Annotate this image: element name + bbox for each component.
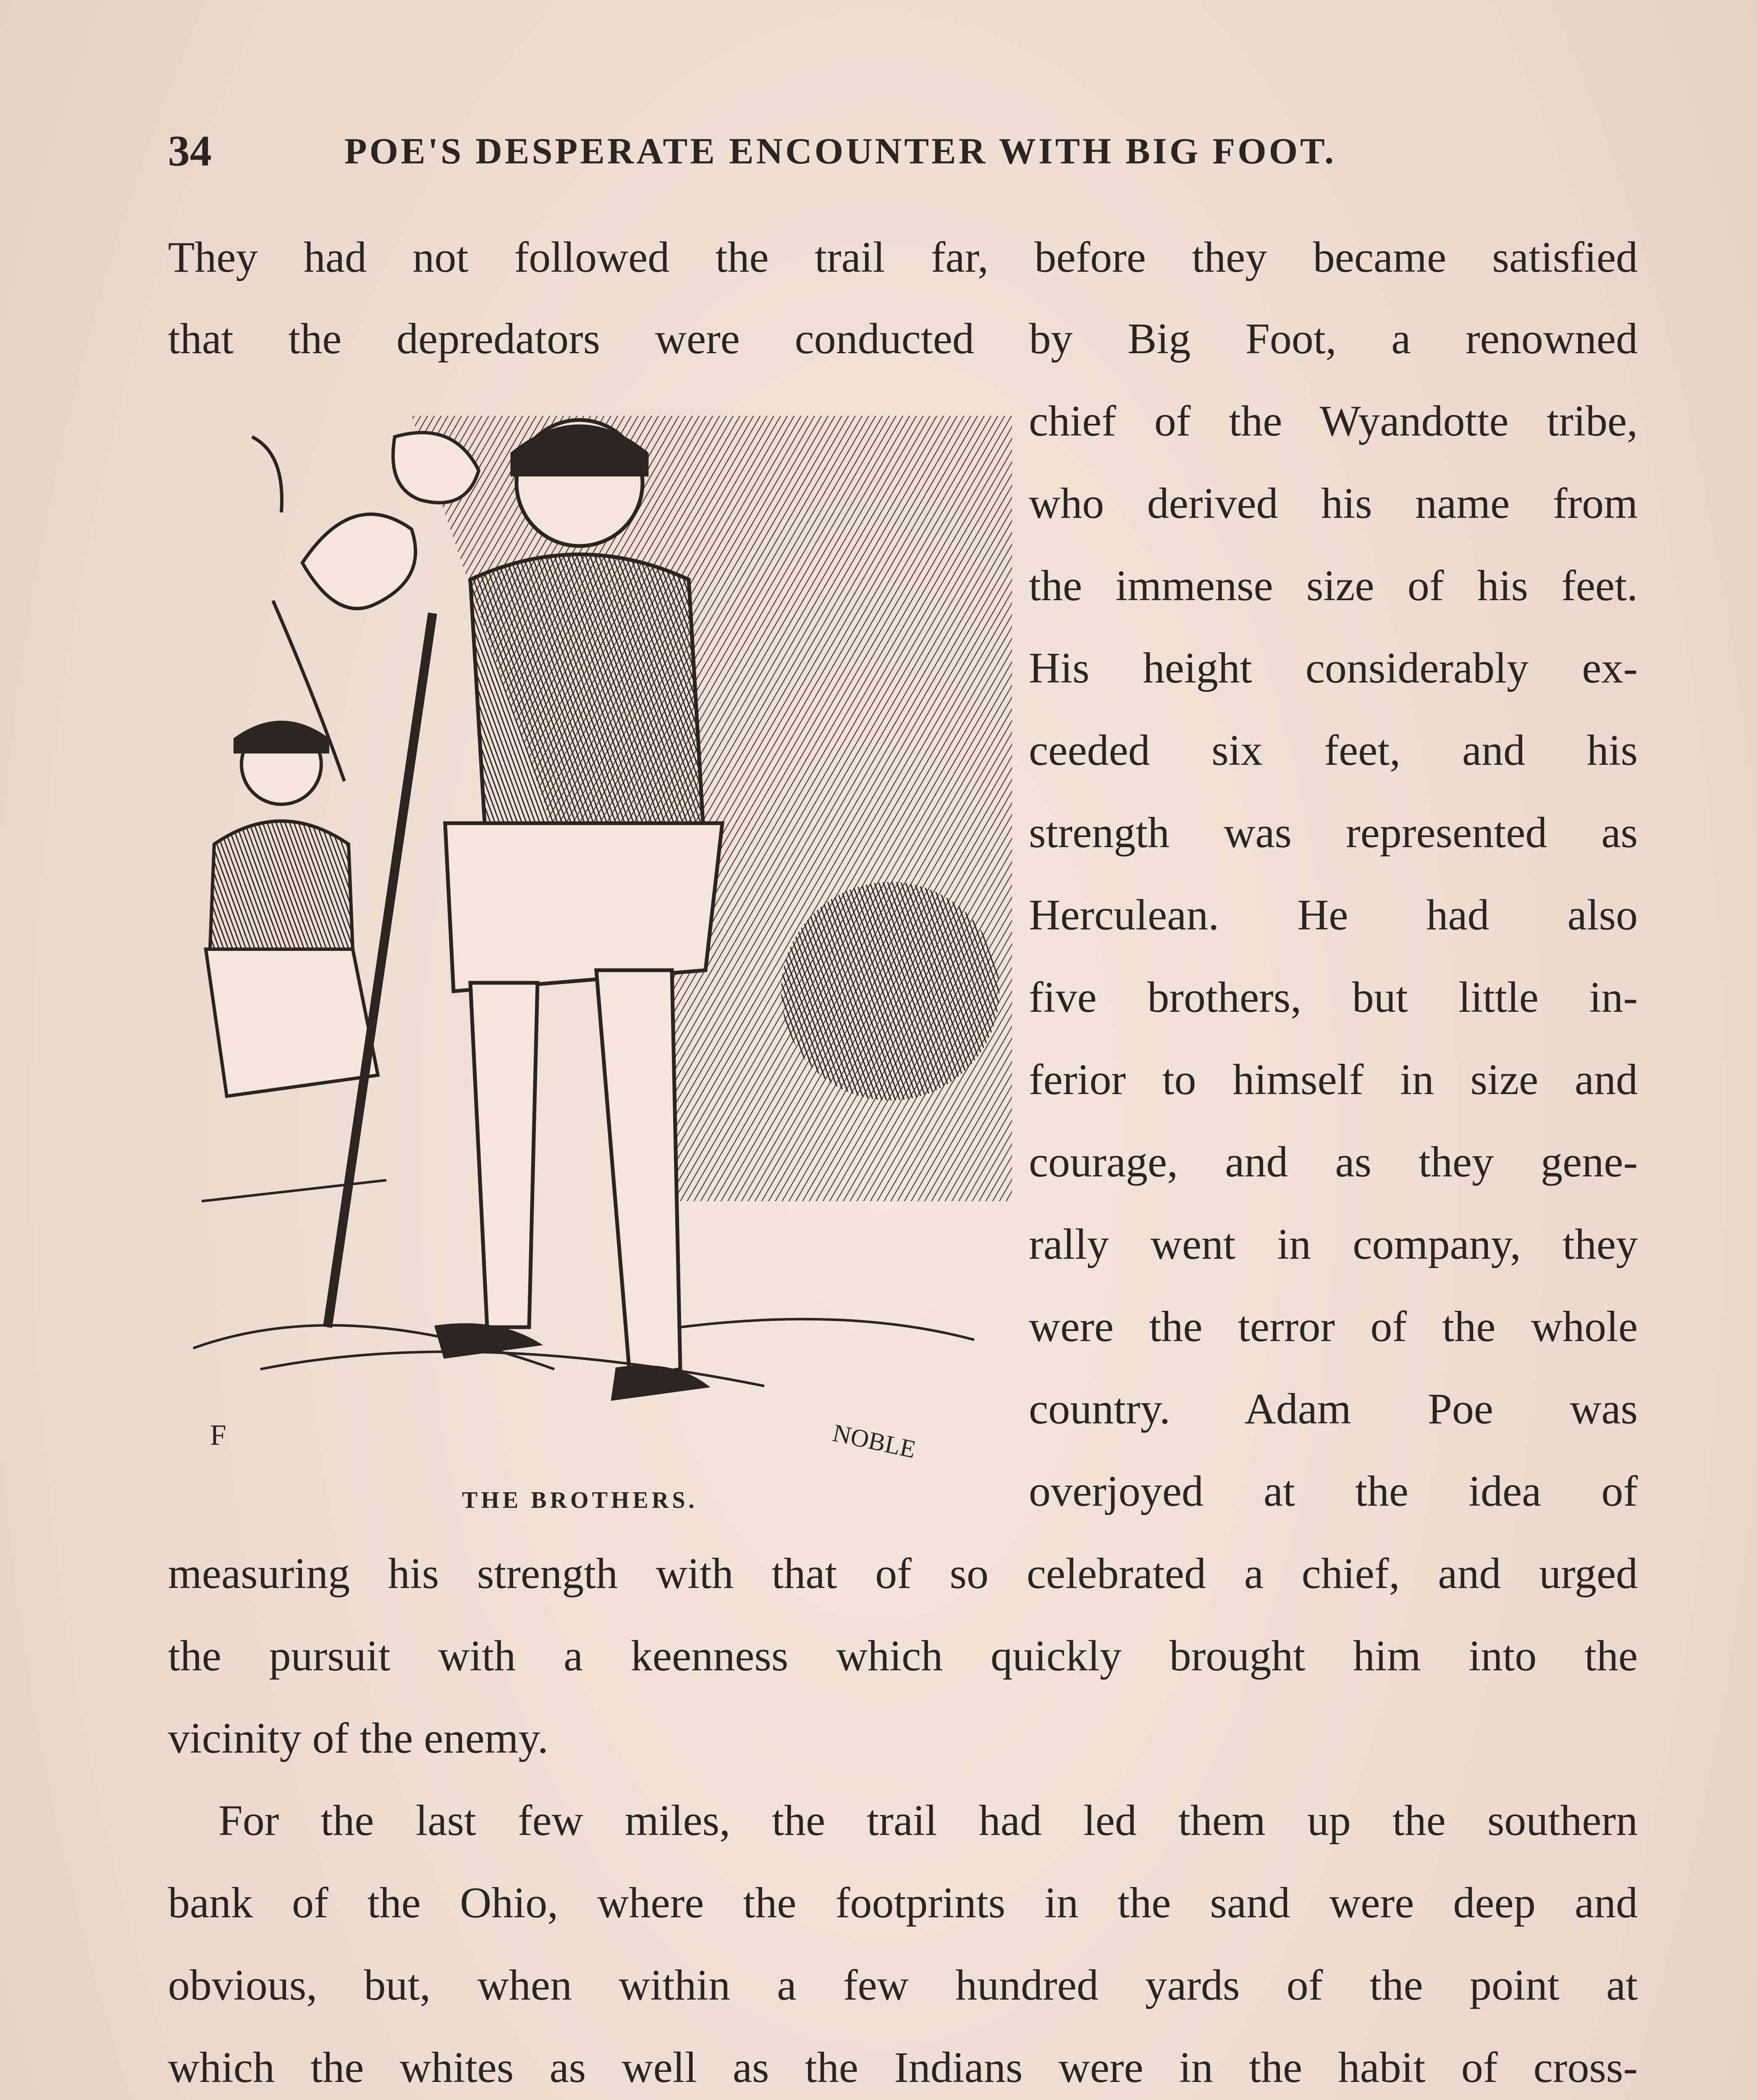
engraver-mark-left: F bbox=[210, 1419, 226, 1452]
text-line: were the terror of the whole bbox=[1029, 1302, 1638, 1351]
text-line: rally went in company, they bbox=[1029, 1220, 1638, 1268]
text-line: bank of the Ohio, where the footprints in the sand were deep and bbox=[168, 1879, 1638, 1927]
text-line: the immense size of his feet. bbox=[1029, 562, 1638, 610]
haystack bbox=[781, 882, 999, 1100]
text-line: country. Adam Poe was bbox=[1029, 1385, 1638, 1433]
text-line: ceeded six feet, and his bbox=[1029, 726, 1638, 774]
text-line: His height considerably ex- bbox=[1029, 644, 1638, 692]
page-number: 34 bbox=[168, 127, 212, 175]
text-line: strength was represented as bbox=[1029, 808, 1638, 857]
text-line: For the last few miles, the trail had led them up the southern bbox=[218, 1796, 1638, 1845]
text-line: vicinity of the enemy. bbox=[168, 1714, 548, 1762]
text-line: obvious, but, when within a few hundred yards of the point at bbox=[168, 1961, 1638, 2009]
text-line: the pursuit with a keenness which quickly brought him into the bbox=[168, 1632, 1638, 1680]
text-line: overjoyed at the idea of bbox=[1029, 1467, 1638, 1515]
text-line: five brothers, but little in- bbox=[1029, 973, 1638, 1021]
text-line: ferior to himself in size and bbox=[1029, 1055, 1638, 1104]
illustration-caption: THE BROTHERS. bbox=[462, 1487, 698, 1513]
text-line: which the whites as well as the Indians were in the habit of cross- bbox=[168, 2043, 1638, 2092]
ground bbox=[193, 1180, 974, 1386]
engraver-signature: NOBLE bbox=[830, 1419, 918, 1464]
text-line: measuring his strength with that of so celebrated a chief, and urged bbox=[168, 1549, 1638, 1598]
text-line: courage, and as they gene- bbox=[1029, 1138, 1638, 1186]
text-line: who derived his name from bbox=[1029, 479, 1638, 528]
page-header bbox=[168, 126, 1638, 176]
running-head: POE'S DESPERATE ENCOUNTER WITH BIG FOOT. bbox=[344, 131, 1337, 172]
text-line: chief of the Wyandotte tribe, bbox=[1029, 397, 1638, 445]
brothers-engraving bbox=[176, 403, 1012, 1478]
text-line: They had not followed the trail far, before they became satisfied bbox=[168, 233, 1638, 281]
seated-brother bbox=[206, 722, 378, 1096]
text-line: that the depredators were conducted by Big Foot, a renowned bbox=[168, 315, 1638, 363]
text-line: Herculean. He had also bbox=[1029, 891, 1638, 939]
